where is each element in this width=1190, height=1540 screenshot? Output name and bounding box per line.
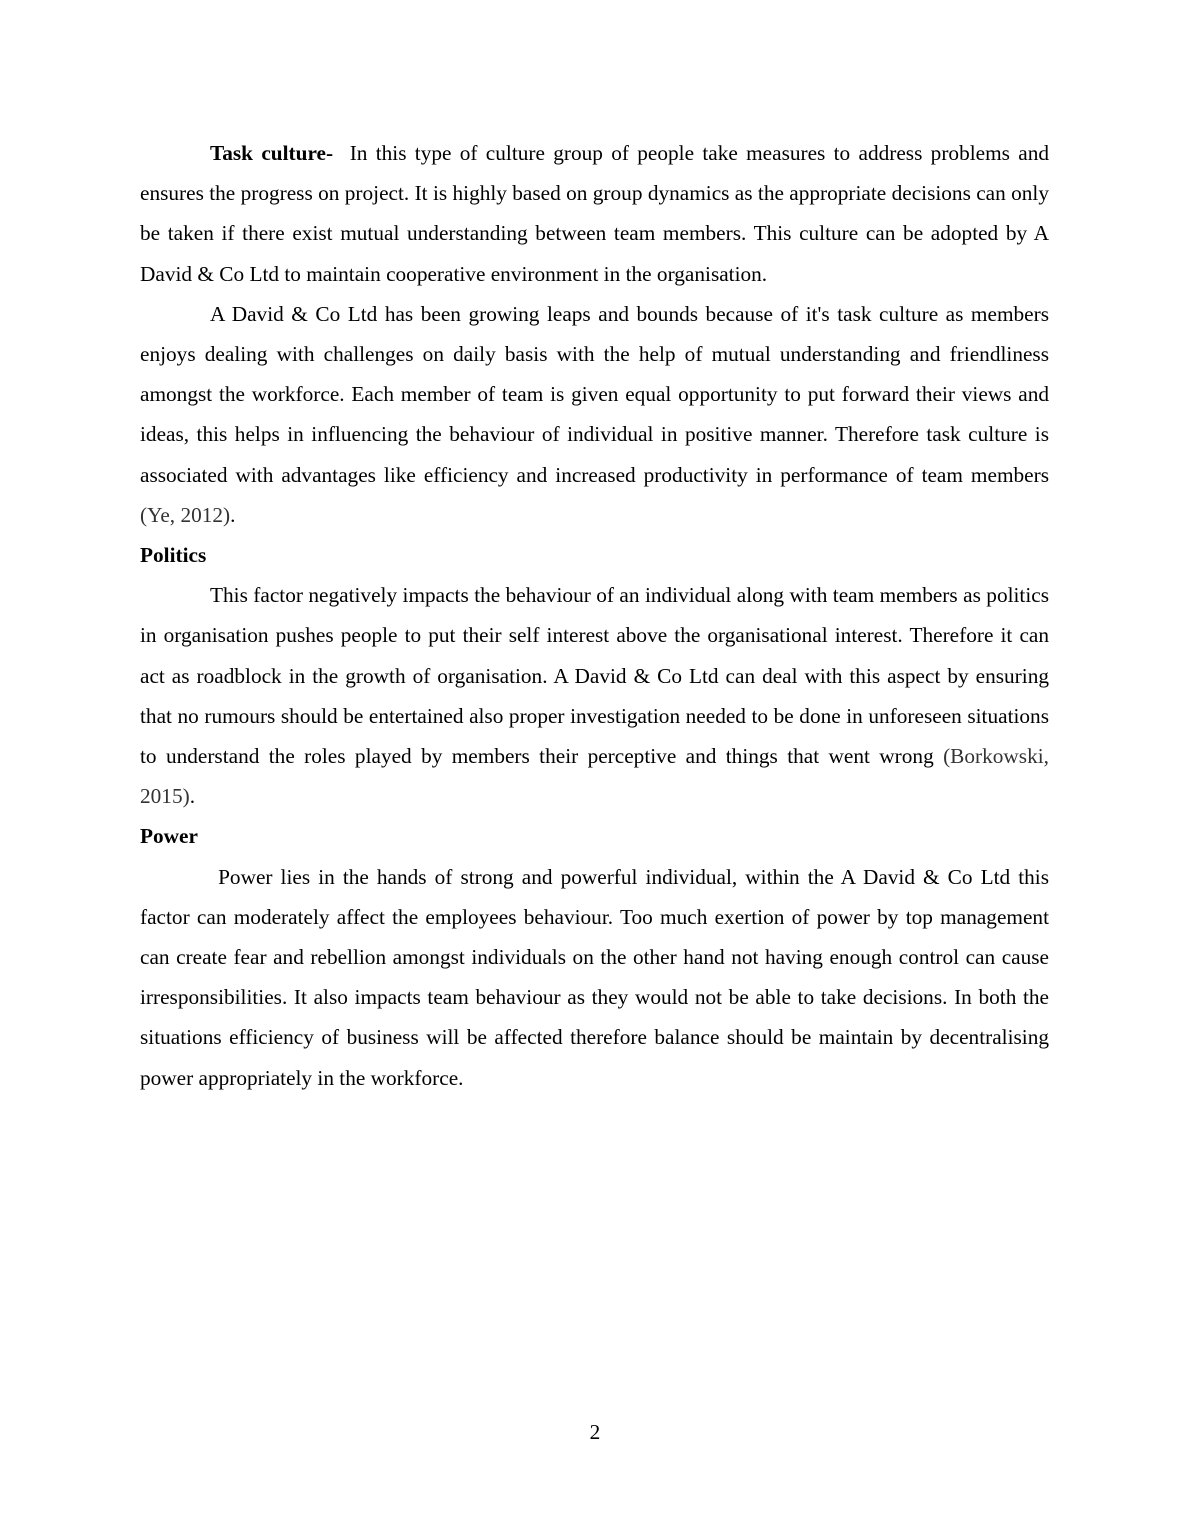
task-culture-paragraph-2 <box>140 294 1049 535</box>
task-culture-label: Task culture- <box>210 141 334 165</box>
power-heading: Power <box>140 824 198 849</box>
task-culture-paragraph <box>140 133 1055 294</box>
citation-borkowski-2015: (Borkowski, 2015) <box>140 744 1049 809</box>
politics-text: This factor negatively impacts the behaviour of an individual along with team members as politics in organisation pushes people to put their self interest above the organisational interest. Therefore it can act as roadblock in the growth of organisation. A David & Co Ltd can deal with this aspect by ensuring that no rumours should be entertained also proper investigation needed to be done in unforeseen situations to understand the roles played by members their perceptive and things that went wrong <box>140 583 1049 769</box>
power-text: Power lies in the hands of strong and powerful individual, within the A David & Co Ltd this factor can moderately affect the employees behaviour. Too much exertion of power by top management can create fear and rebellion amongst individuals on the other hand not having enough control can cause irresponsibilities. It also impacts team behaviour as they would not be able to take decisions. In both the situations efficiency of business will be affected therefore balance should be maintain by decentralising power appropriately in the workforce. <box>140 864 1055 1090</box>
page-number: 2 <box>589 1420 601 1444</box>
politics-heading: Politics <box>140 543 207 568</box>
task-culture-text: In this type of culture group of people take measures to address problems and ensures the progress on project. It is highly based on group dynamics as the appropriate decisions can only be taken if there exist mutual understanding between team members. This culture can be adopted by A David & Co Ltd to maintain cooperative environment in the organisation. <box>140 141 1055 286</box>
power-paragraph <box>140 857 1055 1098</box>
politics-end: . <box>189 784 196 809</box>
document-body <box>140 133 1055 1098</box>
task-culture-p2-text: A David & Co Ltd has been growing leaps and bounds because of it's task culture as members enjoys dealing with challenges on daily basis with the help of mutual understanding and friendliness amongst the workforce. Each member of team is given equal opportunity to put forward their views and ideas, this helps in influencing the behaviour of individual in positive manner. Therefore task culture is associated with advantages like efficiency and increased productivity in performance of team members <box>140 301 1049 487</box>
politics-paragraph <box>140 575 1049 816</box>
citation-ye-2012: (Ye, 2012) <box>140 502 231 527</box>
task-culture-p2-end: . <box>230 502 236 527</box>
